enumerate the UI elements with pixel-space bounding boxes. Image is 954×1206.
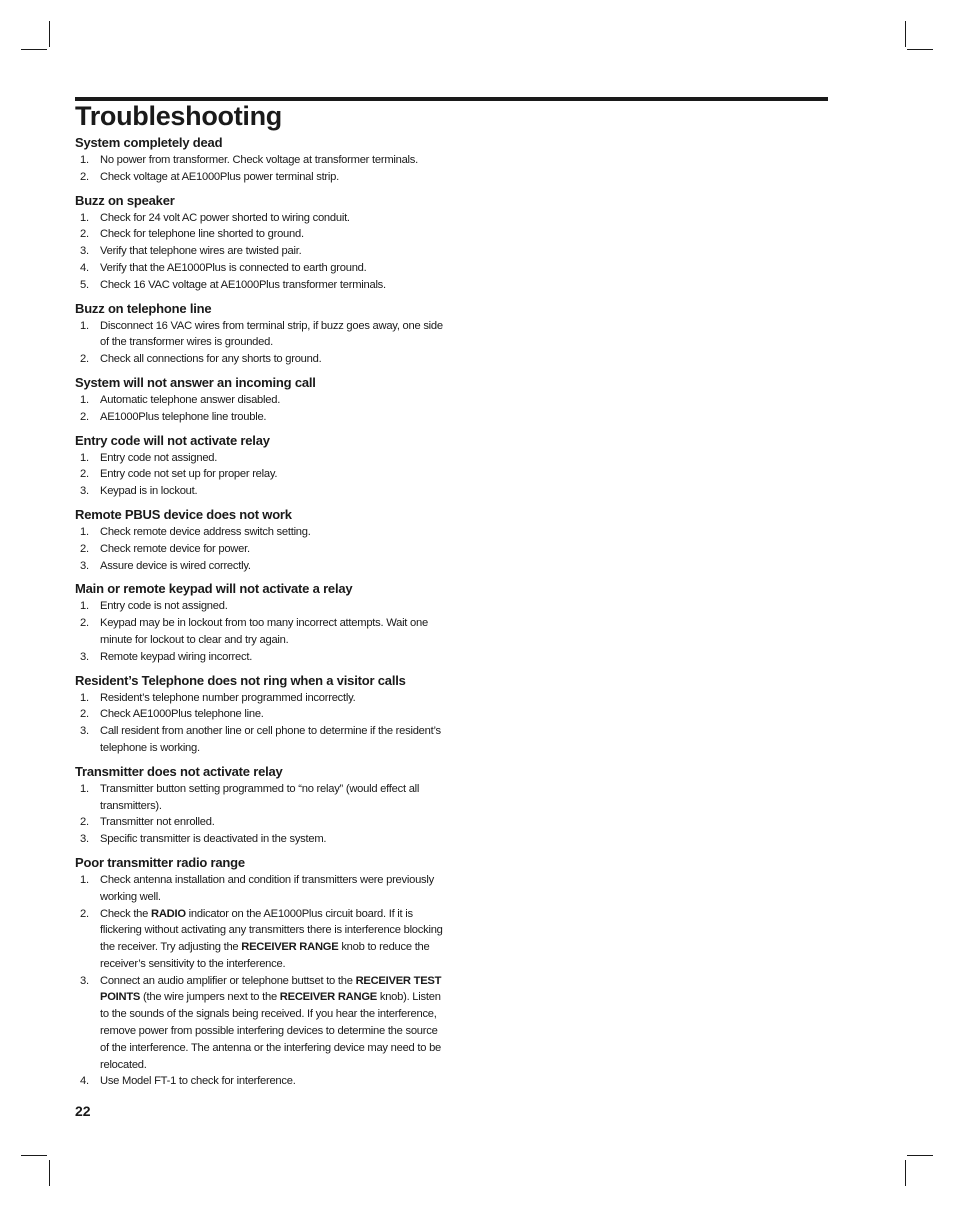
item-text: Resident’s telephone number programmed incorrectly.	[100, 691, 356, 704]
step-list	[75, 690, 445, 757]
list-item	[75, 781, 445, 815]
item-text: AE1000Plus telephone line trouble.	[100, 410, 267, 423]
item-text: Use Model FT-1 to check for interference.	[100, 1075, 296, 1088]
troubleshooting-section	[75, 763, 445, 848]
item-number: 2.	[80, 170, 89, 183]
crop-mark	[907, 1155, 933, 1156]
list-item	[75, 226, 445, 243]
crop-mark	[49, 1160, 50, 1186]
list-item	[75, 814, 445, 831]
section-heading: Buzz on speaker	[75, 192, 175, 208]
item-number: 2.	[80, 617, 89, 630]
item-number: 5.	[80, 278, 89, 291]
list-item	[75, 723, 445, 757]
list-item	[75, 831, 445, 848]
item-number: 3.	[80, 833, 89, 846]
step-list	[75, 152, 445, 186]
step-list	[75, 781, 445, 848]
item-text: Connect an audio amplifier or telephone buttset to the	[100, 974, 356, 987]
item-text: Entry code not assigned.	[100, 451, 218, 464]
item-text: Verify that telephone wires are twisted pair.	[100, 245, 302, 258]
item-text: indicator on the AE1000Plus circuit board. If it is flickering without activating any transmitters there is interference blocking the receiver. Try adjusting the	[100, 907, 443, 954]
item-number: 4.	[80, 1075, 89, 1088]
troubleshooting-section	[75, 672, 445, 757]
section-heading: Poor transmitter radio range	[75, 854, 245, 870]
emphasis-text: RADIO	[150, 907, 186, 920]
list-item	[75, 450, 445, 467]
page-number: 22	[75, 1103, 91, 1119]
item-number: 4.	[80, 261, 89, 274]
item-number: 1.	[80, 600, 89, 613]
step-list	[75, 598, 445, 665]
list-item	[75, 872, 445, 906]
item-number: 2.	[80, 708, 89, 721]
item-text: Call resident from another line or cell phone to determine if the resident’s telephone is working.	[100, 725, 441, 754]
item-text: No power from transformer. Check voltage at transformer terminals.	[100, 154, 418, 166]
item-text: (the wire jumpers next to the	[140, 991, 280, 1004]
section-heading: System completely dead	[75, 135, 223, 150]
step-list	[75, 524, 445, 574]
emphasis-text: RECEIVER TEST POINTS	[100, 974, 442, 1004]
item-number: 1.	[80, 393, 89, 406]
list-item	[75, 392, 445, 409]
crop-mark	[905, 1160, 906, 1186]
item-number: 3.	[80, 650, 89, 663]
crop-mark	[21, 49, 47, 50]
list-item	[75, 906, 445, 973]
troubleshooting-list	[75, 134, 445, 1096]
item-text: Disconnect 16 VAC wires from terminal strip, if buzz goes away, one side of the transformer wires is grounded.	[100, 319, 443, 349]
list-item	[75, 598, 445, 615]
item-number: 1.	[80, 873, 89, 886]
item-text: Assure device is wired correctly.	[100, 559, 251, 572]
section-heading: System will not answer an incoming call	[75, 374, 316, 390]
list-item	[75, 277, 445, 294]
list-item	[75, 152, 445, 169]
crop-mark	[21, 1155, 47, 1156]
troubleshooting-section	[75, 192, 445, 294]
item-text: Check voltage at AE1000Plus power terminal strip.	[100, 170, 339, 183]
list-item	[75, 409, 445, 426]
item-text: Transmitter not enrolled.	[100, 816, 215, 829]
item-text: Keypad may be in lockout from too many incorrect attempts. Wait one minute for lockout to clear and try again.	[100, 617, 428, 646]
item-number: 3.	[80, 559, 89, 572]
troubleshooting-section	[75, 300, 445, 368]
item-text: Check for 24 volt AC power shorted to wiring conduit.	[100, 211, 350, 224]
list-item	[75, 466, 445, 483]
section-heading: Entry code will not activate relay	[75, 432, 270, 448]
list-item	[75, 690, 445, 707]
item-number: 2.	[80, 816, 89, 829]
item-text: Verify that the AE1000Plus is connected to earth ground.	[100, 261, 367, 274]
list-item	[75, 260, 445, 277]
item-number: 1.	[80, 782, 89, 795]
item-text: Check 16 VAC voltage at AE1000Plus transformer terminals.	[100, 278, 386, 291]
item-text: Remote keypad wiring incorrect.	[100, 650, 253, 663]
troubleshooting-section	[75, 374, 445, 426]
item-number: 1.	[80, 691, 89, 704]
item-number: 2.	[80, 228, 89, 241]
item-number: 2.	[80, 468, 89, 481]
item-number: 3.	[80, 974, 89, 987]
list-item	[75, 1073, 445, 1090]
item-text: Check for telephone line shorted to ground.	[100, 228, 304, 241]
item-number: 3.	[80, 485, 89, 498]
item-number: 2.	[80, 907, 89, 920]
section-heading: Remote PBUS device does not work	[75, 506, 292, 522]
list-item	[75, 169, 445, 186]
list-item	[75, 483, 445, 500]
item-number: 3.	[80, 245, 89, 258]
list-item	[75, 649, 445, 666]
step-list	[75, 318, 445, 368]
crop-mark	[907, 49, 933, 50]
item-number: 1.	[80, 319, 89, 332]
item-text: Entry code not set up for proper relay.	[100, 468, 278, 481]
item-text: Check the	[100, 907, 151, 920]
troubleshooting-section	[75, 854, 445, 1090]
item-text: Check remote device for power.	[100, 542, 250, 555]
emphasis-text: RECEIVER RANGE	[241, 941, 339, 954]
list-item	[75, 318, 445, 352]
step-list	[75, 872, 445, 1090]
item-number: 2.	[80, 410, 89, 423]
troubleshooting-section	[75, 134, 445, 186]
section-heading: Buzz on telephone line	[75, 300, 212, 316]
item-text: knob). Listen to the sounds of the signals being received. If you hear the interference, remove power from possible interfering devices to determine the source of the interference. The antenna or the interfering device may need to be relocated.	[100, 991, 442, 1071]
troubleshooting-section	[75, 506, 445, 574]
step-list	[75, 210, 445, 294]
crop-mark	[905, 21, 906, 47]
emphasis-text: RECEIVER RANGE	[279, 991, 377, 1004]
section-heading: Resident’s Telephone does not ring when a visitor calls	[75, 672, 406, 688]
step-list	[75, 450, 445, 500]
item-text: Transmitter button setting programmed to “no relay” (would effect all transmitters).	[100, 782, 420, 812]
list-item	[75, 524, 445, 541]
item-number: 2.	[80, 353, 89, 366]
list-item	[75, 558, 445, 575]
list-item	[75, 973, 445, 1074]
item-text: Check all connections for any shorts to ground.	[100, 353, 322, 366]
section-heading: Transmitter does not activate relay	[75, 763, 283, 779]
page-title: Troubleshooting	[75, 101, 282, 131]
item-text: Check AE1000Plus telephone line.	[100, 708, 264, 721]
troubleshooting-section	[75, 432, 445, 500]
item-number: 1.	[80, 154, 89, 166]
item-text: Keypad is in lockout.	[100, 485, 198, 498]
item-text: Specific transmitter is deactivated in the system.	[100, 833, 327, 846]
item-text: knob to reduce the receiver’s sensitivity to the interference.	[100, 941, 430, 970]
item-number: 1.	[80, 451, 89, 464]
item-number: 1.	[80, 525, 89, 538]
item-number: 2.	[80, 542, 89, 555]
item-text: Entry code is not assigned.	[100, 600, 228, 613]
item-text: Automatic telephone answer disabled.	[100, 393, 281, 406]
item-text: Check remote device address switch setting.	[100, 525, 311, 538]
list-item	[75, 210, 445, 227]
item-number: 3.	[80, 725, 89, 738]
crop-mark	[49, 21, 50, 47]
troubleshooting-section	[75, 580, 445, 665]
list-item	[75, 351, 445, 368]
list-item	[75, 706, 445, 723]
list-item	[75, 615, 445, 649]
section-heading: Main or remote keypad will not activate a relay	[75, 581, 353, 597]
list-item	[75, 541, 445, 558]
list-item	[75, 243, 445, 260]
item-text: Check antenna installation and condition if transmitters were previously working well.	[100, 873, 434, 903]
item-number: 1.	[80, 211, 89, 224]
step-list	[75, 392, 445, 426]
